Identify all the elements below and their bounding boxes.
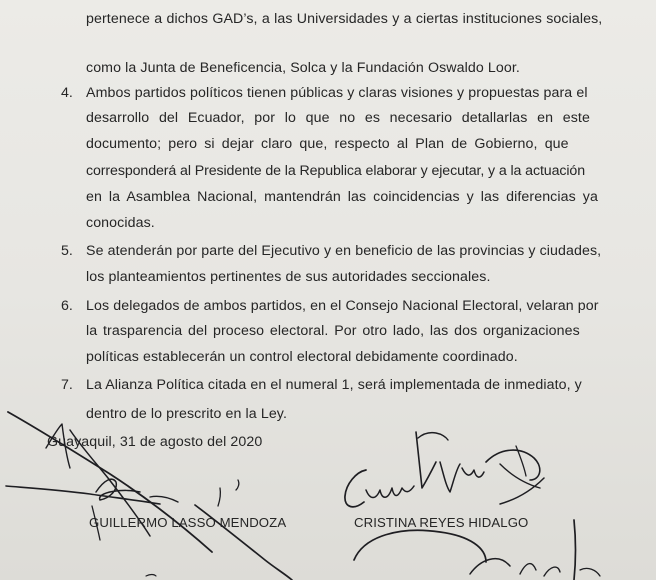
place-date: Guayaquil, 31 de agosto del 2020 bbox=[47, 434, 263, 450]
item-6-line: Los delegados de ambos partidos, en el Consejo Nacional Electoral, velaran por bbox=[86, 298, 599, 314]
intro-line: pertenece a dichos GAD’s, a las Universidades y a ciertas instituciones sociales, bbox=[86, 11, 603, 27]
item-7-line: dentro de lo prescrito en la Ley. bbox=[86, 406, 287, 422]
item-number: 5. bbox=[61, 243, 73, 259]
item-6-line: la trasparencia del proceso electoral. Por otro lado, las dos organizaciones bbox=[86, 323, 580, 339]
item-number: 4. bbox=[61, 85, 73, 101]
signatory-name: CRISTINA REYES HIDALGO bbox=[354, 515, 529, 530]
item-6-line: políticas establecerán un control electoral debidamente coordinado. bbox=[86, 349, 518, 365]
item-4-line: conocidas. bbox=[86, 215, 155, 231]
item-4-line: Ambos partidos políticos tienen públicas y claras visiones y propuestas para el bbox=[86, 85, 588, 101]
item-5-line: Se atenderán por parte del Ejecutivo y en beneficio de las provincias y ciudades, bbox=[86, 243, 602, 259]
item-4-line: en la Asamblea Nacional, mantendrán las coincidencias y las diferencias ya bbox=[86, 189, 598, 205]
intro-line: como la Junta de Beneficencia, Solca y la Fundación Oswaldo Loor. bbox=[86, 60, 520, 76]
item-7-line: La Alianza Política citada en el numeral 1, será implementada de inmediato, y bbox=[86, 377, 582, 393]
item-4-line: documento; pero si dejar claro que, respecto al Plan de Gobierno, que bbox=[86, 136, 569, 152]
item-number: 7. bbox=[61, 377, 73, 393]
item-4-line: corresponderá al Presidente de la Republica elaborar y ejecutar, y a la actuación bbox=[86, 163, 586, 179]
item-4-line: desarrollo del Ecuador, por lo que no es necesario detallarlas en este bbox=[86, 110, 590, 126]
signatory-name: GUILLERMO LASSO MENDOZA bbox=[89, 515, 287, 530]
item-5-line: los planteamientos pertinentes de sus autoridades seccionales. bbox=[86, 269, 491, 285]
item-number: 6. bbox=[61, 298, 73, 314]
